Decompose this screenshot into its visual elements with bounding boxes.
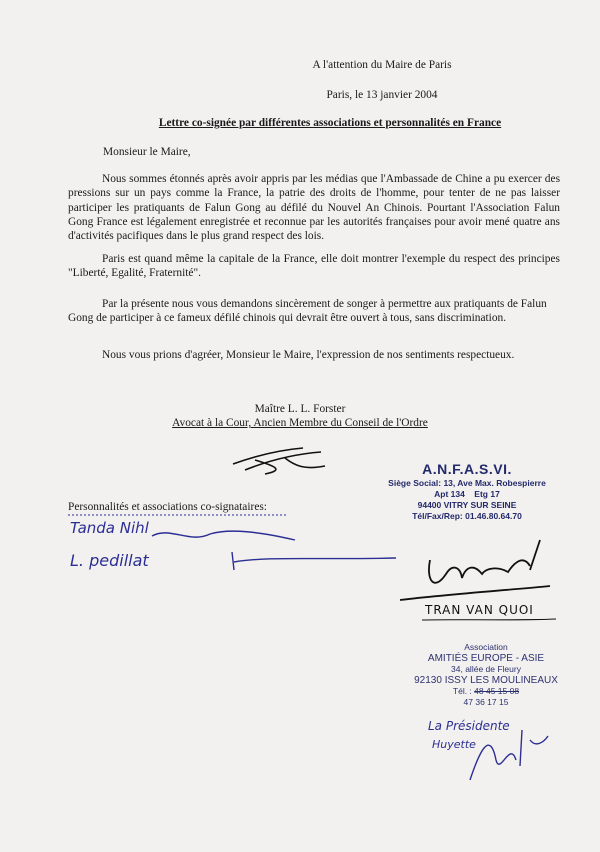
amities-stamp xyxy=(408,642,564,708)
amities-name: AMITIÉS EUROPE - ASIE xyxy=(427,653,545,664)
paragraph-4: Nous vous prions d'agréer, Monsieur le Maire, l'expression de nos sentiments respectueux. xyxy=(102,349,515,361)
paragraph-2: Paris est quand même la capitale de la France, elle doit montrer l'exemple du respect des principes "Liberté, Egalité, Fraternité". xyxy=(68,253,560,280)
amities-phone-old: 48 45 15 08 xyxy=(474,686,520,696)
amities-line-1: Association xyxy=(464,642,508,652)
cosigner-4-flourish xyxy=(460,720,550,790)
date-line: Paris, le 13 janvier 2004 xyxy=(326,89,438,101)
amities-address-1: 34, allée de Fleury xyxy=(451,664,521,674)
cosigner-3-flourish xyxy=(228,548,398,574)
anfasvi-address-1: Siège Social: 13, Ave Max. Robespierre xyxy=(388,478,546,488)
signatory-name: Maître L. L. Forster xyxy=(254,403,346,415)
forster-signature xyxy=(225,440,345,480)
addressee: A l'attention du Maire de Paris xyxy=(312,59,452,71)
anfasvi-phone: Tél/Fax/Rep: 01.46.80.64.70 xyxy=(412,511,522,521)
cosigner-4-title: La Présidente xyxy=(428,719,510,733)
paragraph-3: Par la présente nous vous demandons sincèrement de songer à permettre aux pratiquants de Falun Gong de participer à ce fameux défilé chinois qui devrait être ouvert à tous, sans discrimination. xyxy=(68,298,547,325)
anfasvi-address-3: 94400 VITRY SUR SEINE xyxy=(417,500,517,510)
amities-phone-new: 47 36 17 15 xyxy=(463,697,509,707)
anfasvi-address-2: Apt 134 Etg 17 xyxy=(434,489,500,499)
cosigner-4-signature: Huyette xyxy=(432,738,476,751)
salutation: Monsieur le Maire, xyxy=(103,146,191,158)
amities-phone-row xyxy=(408,686,564,697)
anfasvi-name: A.N.F.A.S.VI. xyxy=(422,461,512,477)
anfasvi-stamp xyxy=(362,460,572,522)
cosigner-1-signature: Tanda Nihl xyxy=(70,519,149,537)
cosignatories-label: Personnalités et associations co-signataires: xyxy=(68,501,267,513)
paragraph-1: Nous sommes étonnés après avoir appris par les médias que l'Ambassade de Chine a pu exercer des pressions sur un pays comme la France, la patrie des droits de l'homme, pour tenter de ne pas laisser participer les pratiquants de Falun Gong au défilé du Nouvel An Chinois. Pourtant l'Association Falun Gong France est légalement enregistrée et reconnue par les autorités françaises pour avoir mené quatre ans d'activités pacifiques dans le plus grand respect des lois. xyxy=(68,173,560,243)
amities-phone-prefix: Tél. : xyxy=(452,686,475,696)
signatory-title: Avocat à la Cour, Ancien Membre du Conseil de l'Ordre xyxy=(172,417,428,429)
cosigner-3-underline xyxy=(420,617,560,623)
amities-address-2: 92130 ISSY LES MOULINEAUX xyxy=(414,675,558,686)
anfasvi-signature xyxy=(390,530,560,610)
subject-line: Lettre co-signée par différentes associations et personnalités en France xyxy=(158,117,502,129)
cosign-underline xyxy=(68,512,288,518)
cosigner-3-name: TRAN VAN QUOI xyxy=(425,603,534,617)
cosigner-2-signature: L. pedillat xyxy=(70,551,149,570)
